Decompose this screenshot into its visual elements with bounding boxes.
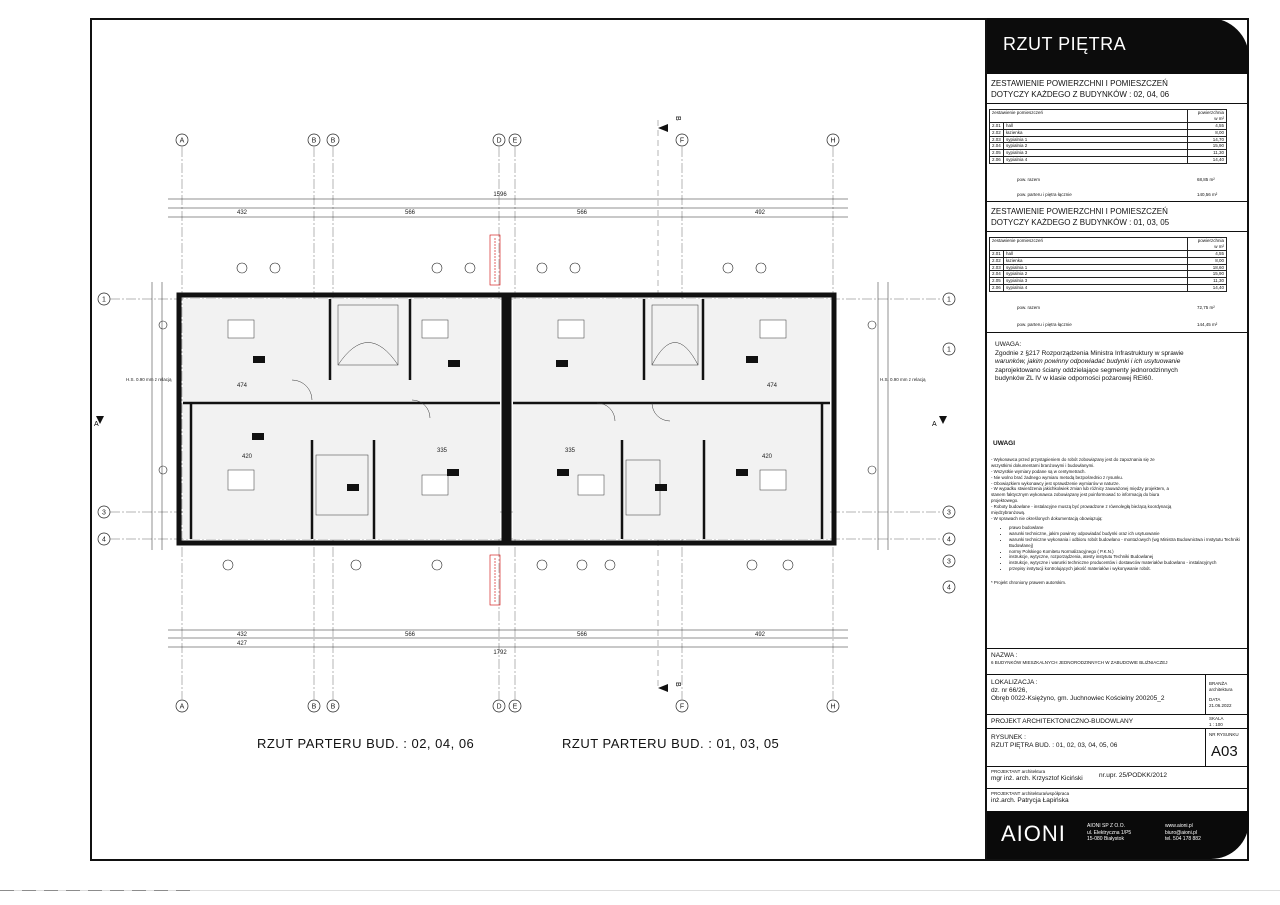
list-item: • instrukcje, wytyczne i warunki techniczne producentów i dostawców materiałów budowlano - instalacyjnych [1009, 560, 1245, 566]
dim-text: 566 [404, 210, 416, 216]
table-row [990, 278, 1227, 285]
header-value: powierzchnia [1197, 110, 1224, 115]
note-line: międzybranżową. [991, 510, 1026, 516]
row-name: sypialnia 3 [1004, 150, 1188, 157]
area-table-2 [987, 202, 1249, 333]
row-name: sypialnia 4 [1004, 284, 1188, 291]
section-label: A [94, 421, 99, 428]
row-value: 4,55 [1188, 251, 1227, 258]
row-value: 15,90 [1188, 143, 1227, 150]
table-row [990, 257, 1227, 264]
note-line: - Nie wolno brać żadnego wymiaru metodą bezpośrednio z rysunku. [991, 474, 1124, 480]
row-name: sypialnia 2 [1004, 271, 1188, 278]
dim-text: 566 [576, 210, 588, 216]
row-num: 2.06 [990, 156, 1004, 163]
axis-label: 3 [947, 509, 951, 517]
dim-text: 432 [236, 632, 248, 638]
dim-text: 432 [236, 210, 248, 216]
contact-line: biuro@aioni.pl [1165, 829, 1198, 836]
list-item: • warunki techniczne, jakim powinny odpowiadać budynki oraz ich usytuowanie [1009, 531, 1245, 537]
title-block-panel [985, 18, 1249, 861]
table-title: ZESTAWIENIE POWIERZCHNI I POMIESZCZEŃ [991, 207, 1168, 216]
axis-label: D [496, 703, 502, 711]
projektant-label: PROJEKTANT architektura [991, 769, 1046, 774]
section-label: B [674, 682, 681, 687]
table-row [990, 284, 1227, 291]
row-num: 2.05 [990, 278, 1004, 285]
row-num: 2.02 [990, 257, 1004, 264]
axis-label: 1 [947, 346, 951, 354]
table-row [990, 143, 1227, 150]
header-value: powierzchnia [1197, 238, 1224, 243]
stamp-projekt [987, 714, 1249, 728]
row-value: 15,90 [1188, 271, 1227, 278]
floor-plan-drawing [92, 20, 987, 863]
drawing-number: A03 [1211, 743, 1238, 760]
pow-label: pow. razem [1017, 305, 1041, 310]
dim-text: 474 [236, 383, 248, 389]
dim-text: 566 [404, 632, 416, 638]
sill-note-right: H.S. 0.90 mm z relacją [880, 377, 926, 382]
note-line: - Roboty budowlane - instalacyjne muszą być prowadzone z równoległą bieżącą koordynacją [991, 504, 1172, 510]
stamp-lokalizacja [987, 674, 1249, 714]
projekt-type: PROJEKT ARCHITEKTONICZNO-BUDOWLANY [991, 718, 1134, 725]
table-subtitle: DOTYCZY KAŻDEGO Z BUDYNKÓW : 02, 04, 06 [991, 90, 1170, 99]
table-title: ZESTAWIENIE POWIERZCHNI I POMIESZCZEŃ [991, 79, 1168, 88]
row-num: 2.02 [990, 129, 1004, 136]
row-num: 2.04 [990, 143, 1004, 150]
dim-text: 474 [766, 383, 778, 389]
axis-label: H [830, 703, 836, 711]
section-label: B [674, 116, 681, 121]
data-label: DATA [1209, 697, 1221, 702]
dim-text: 420 [761, 454, 773, 460]
axis-label: B [311, 703, 317, 711]
header-unit: w m² [1214, 116, 1224, 121]
plan-label-left: RZUT PARTERU BUD. : 02, 04, 06 [257, 736, 475, 751]
note-line: - W sprawach nie określonych dokumentacją obowiązują: [991, 515, 1103, 521]
row-name: hall [1004, 123, 1188, 130]
dim-text: 335 [436, 448, 448, 454]
note-line: - Obowiązkiem wykonawcy jest sprawdzenie wymiarów w naturze. [991, 480, 1120, 486]
dim-text: 427 [236, 641, 248, 647]
axis-label: 1 [947, 296, 951, 304]
row-name: sypialnia 3 [1004, 278, 1188, 285]
pow-value: 68,85 m² [1197, 177, 1215, 182]
axis-label: 4 [947, 536, 951, 544]
dim-text: 1792 [493, 650, 507, 656]
notes-title: UWAGI [993, 440, 1016, 447]
building-walls [179, 295, 834, 543]
note-line: - W wypadku stwierdzenia jakichkolwiek zmian lub różnicy zauważonej między projektem, a [991, 486, 1169, 492]
axis-label: H [830, 137, 836, 145]
row-name: hall [1004, 251, 1188, 258]
address-line: 15-080 Białystok [1087, 836, 1124, 842]
stamp-rysunek [987, 728, 1249, 766]
row-value: 14,70 [1188, 136, 1227, 143]
contact-line: www.aioni.pl [1165, 823, 1193, 829]
table-row [990, 136, 1227, 143]
axis-label: F [679, 137, 685, 145]
page-footer-line [0, 890, 1280, 891]
rysunek-value: RZUT PIĘTRA BUD. : 01, 02, 03, 04, 05, 06 [991, 742, 1118, 749]
row-name: łazienka [1004, 257, 1188, 264]
contact-line: tel. 504 178 882 [1165, 836, 1201, 842]
total-label: pow. parteru i piętra łącznie [1017, 192, 1072, 197]
axis-label: B [330, 703, 336, 711]
total-value: 140,56 m² [1197, 192, 1218, 197]
axis-label: E [512, 703, 518, 711]
table-row [990, 129, 1227, 136]
axis-label: A [179, 703, 185, 711]
row-value: 8,00 [1188, 257, 1227, 264]
axis-label: A [179, 137, 185, 145]
dim-text: 335 [564, 448, 576, 454]
row-value: 8,00 [1188, 129, 1227, 136]
section-label: A [932, 421, 937, 428]
note-line: wszystkimi dokumentami branżowymi i budowlanymi. [991, 462, 1095, 468]
row-num: 2.03 [990, 136, 1004, 143]
row-name: sypialnia 1 [1004, 136, 1188, 143]
list-item: • warunki techniczne wykonania i odbioru robót budowlano - montażowych (wg Ministra Budownictwa i Instytutu Techniki Budowlanej) [1009, 537, 1245, 549]
note-line: warunków, jakim powinny odpowiadać budynki i ich usytuowanie [995, 358, 1181, 366]
rysunek-label: RYSUNEK : [991, 734, 1026, 741]
row-name: sypialnia 2 [1004, 143, 1188, 150]
projektant2-value: inż.arch. Patrycja Łapińska [991, 797, 1069, 804]
axis-label: F [679, 703, 685, 711]
pow-value: 72,75 m² [1197, 305, 1215, 310]
address-line: ul. Elektryczna 1/P5 [1087, 829, 1132, 836]
stamp-projektant2 [987, 788, 1249, 811]
table-row [990, 271, 1227, 278]
table-row [990, 251, 1227, 258]
dim-text: 1596 [493, 192, 507, 198]
note-line: Zgodnie z §217 Rozporządzenia Ministra Infrastruktury w sprawie [995, 349, 1184, 357]
sheet-title: RZUT PIĘTRA [987, 18, 1249, 74]
note-line: zaprojektowano ściany oddzielające segmenty jednorodzinnych [995, 366, 1178, 374]
axis-label: 3 [102, 509, 106, 517]
plan-label-right: RZUT PARTERU BUD. : 01, 03, 05 [562, 736, 780, 751]
dim-text: 492 [754, 210, 766, 216]
row-name: łazienka [1004, 129, 1188, 136]
row-name: sypialnia 4 [1004, 156, 1188, 163]
lokalizacja-label: LOKALIZACJA : [991, 679, 1038, 686]
lokalizacja-line: dz. nr 66/26, [991, 687, 1028, 694]
note-line: - Wszystkie wymiary podane są w centymetrach. [991, 468, 1086, 474]
row-value: 14,40 [1188, 284, 1227, 291]
skala-value: 1 : 100 [1209, 722, 1223, 727]
row-value: 18,60 [1188, 264, 1227, 271]
header-unit: w m² [1214, 244, 1224, 249]
nr-label: NR RYSUNKU [1209, 732, 1239, 737]
table-row [990, 150, 1227, 157]
note-title: UWAGA: [995, 341, 1022, 348]
list-item: • instrukcje, wytyczne, rozporządzenia, atesty instytutu Techniki Budowlanej [1009, 554, 1245, 560]
uprawnienia: nr.upr. 25/PODKK/2012 [1099, 772, 1167, 779]
lokalizacja-line: Obręb 0022-Księżyno, gm. Juchnowiec Kościelny 200205_2 [991, 695, 1165, 702]
row-value: 4,55 [1188, 123, 1227, 130]
list-item: • normy Polskiego Komitetu Normalizacyjnego ( P.K.N.) [1009, 549, 1245, 555]
fire-note [987, 341, 1249, 384]
row-name: sypialnia 1 [1004, 264, 1188, 271]
row-value: 11,30 [1188, 278, 1227, 285]
axis-label: 3 [947, 558, 951, 566]
row-num: 2.01 [990, 251, 1004, 258]
company-logo: AIONI [1001, 821, 1066, 846]
general-notes [987, 441, 1249, 586]
axis-label: 4 [947, 584, 951, 592]
nazwa-value: 6 BUDYNKÓW MIESZKALNYCH JEDNORODZINNYCH W ZABUDOWIE BLIŹNIACZEJ [991, 660, 1168, 665]
axis-label: D [496, 137, 502, 145]
axis-label: 1 [102, 296, 106, 304]
note-line: projektowego. [991, 498, 1019, 504]
table-row [990, 264, 1227, 271]
area-table [989, 109, 1227, 164]
table-row [990, 156, 1227, 163]
company-logo-bar [987, 811, 1249, 859]
axis-label: 4 [102, 536, 106, 544]
data-value: 21.06.2022 [1209, 703, 1232, 708]
list-item: • prawo budowlane [1009, 525, 1245, 531]
axis-label: E [512, 137, 518, 145]
axis-label: B [330, 137, 336, 145]
bullet-list [1009, 525, 1245, 572]
sill-note-left: H.S. 0.90 mm z relacją [126, 377, 172, 382]
table-subtitle: DOTYCZY KAŻDEGO Z BUDYNKÓW : 01, 03, 05 [991, 218, 1170, 227]
list-item: • przepisy instytucji kontrolujących jakość materiałów i wykonywanie robót. [1009, 566, 1245, 572]
projektant2-label: PROJEKTANT architektura/współpraca [991, 791, 1070, 796]
row-value: 11,30 [1188, 150, 1227, 157]
note-line: stanem faktycznym wykonawca zobowiązany jest poinformować to informacją do biura [991, 492, 1160, 498]
area-table [989, 237, 1227, 292]
row-num: 2.06 [990, 284, 1004, 291]
row-value: 14,40 [1188, 156, 1227, 163]
stamp-projektant [987, 766, 1249, 788]
row-num: 2.04 [990, 271, 1004, 278]
table-row [990, 123, 1227, 130]
dim-text: 420 [241, 454, 253, 460]
note-line: - Wykonawca przed przystąpieniem do robót zobowiązany jest do zapoznania się ze [991, 456, 1155, 462]
pow-label: pow. razem [1017, 177, 1041, 182]
header-name: zestawienie pomieszczeń [990, 238, 1188, 251]
row-num: 2.03 [990, 264, 1004, 271]
total-value: 144,45 m² [1197, 322, 1218, 327]
dim-text: 566 [576, 632, 588, 638]
total-label: pow. parteru i piętra łącznie [1017, 322, 1072, 327]
branza-value: architektura [1209, 687, 1233, 692]
skala-label: SKALA [1209, 716, 1224, 721]
row-num: 2.01 [990, 123, 1004, 130]
header-name: zestawienie pomieszczeń [990, 110, 1188, 123]
projektant-value: mgr inż. arch. Krzysztof Kiciński [991, 775, 1083, 782]
dim-text: 492 [754, 632, 766, 638]
area-table-1 [987, 74, 1249, 202]
note-line: budynków ZL IV w klasie odporności pożarowej REI60. [995, 375, 1154, 383]
copyright-note: * Projekt chroniony prawem autorskim. [991, 580, 1067, 586]
row-num: 2.05 [990, 150, 1004, 157]
nazwa-label: NAZWA : [991, 652, 1018, 659]
address-line: AIONI SP Z O.O. [1087, 823, 1125, 829]
axis-label: B [311, 137, 317, 145]
branza-label: BRANŻA [1209, 681, 1228, 686]
